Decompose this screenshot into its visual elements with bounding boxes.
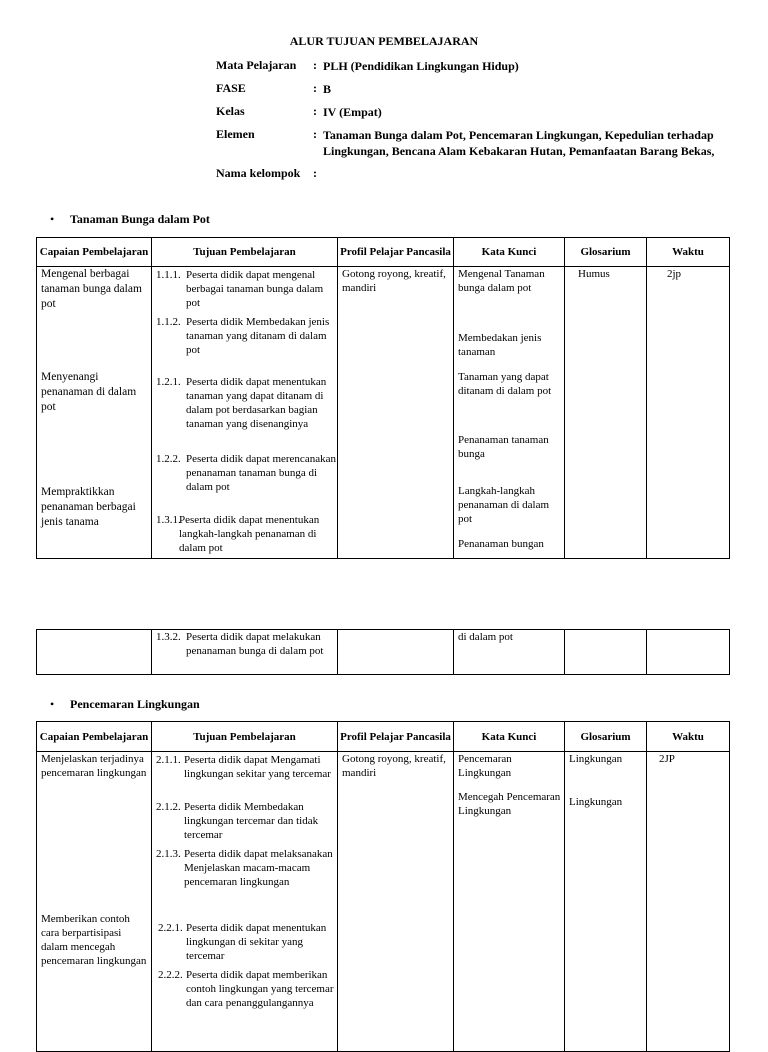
bullet-icon: • [50, 697, 55, 711]
kata-kunci-text: Pencemaran Lingkungan [458, 753, 512, 779]
header-profil: Profil Pelajar Pancasila [338, 722, 454, 752]
tujuan-text: Peserta didik dapat menentukan lingkungan di sekitar yang tercemar [186, 922, 327, 962]
tujuan-text: Peserta didik dapat Mengamati lingkungan sekitar yang tercemar [184, 754, 331, 780]
meta-label-mata-pelajaran: Mata Pelajaran [216, 58, 297, 72]
profil-cell [338, 267, 454, 559]
header-glosarium: Glosarium [565, 238, 647, 267]
header-kata-kunci: Kata Kunci [454, 722, 565, 752]
meta-value-elemen-line2: Lingkungan, Bencana Alam Kebakaran Hutan, Pemanfaatan Barang Bekas, [323, 144, 715, 158]
meta-colon: : [313, 58, 317, 72]
glosarium-cell [565, 267, 647, 559]
section-heading-pencemaran: Pencemaran Lingkungan [70, 697, 200, 711]
header-tujuan: Tujuan Pembelajaran [152, 238, 338, 267]
header-capaian: Capaian Pembelajaran [37, 722, 152, 752]
tujuan-text: Peserta didik dapat melakukan penanaman bunga di dalam pot [186, 631, 324, 657]
meta-colon: : [313, 166, 317, 180]
tujuan-text: Peserta didik dapat merencanakan penanaman tanaman bunga di dalam pot [186, 453, 336, 493]
glosarium-cell [565, 630, 647, 675]
glosarium-text: Lingkungan [569, 753, 623, 765]
table-pencemaran-lingkungan [36, 721, 730, 1052]
tujuan-text: Peserta didik dapat menentukan tanaman yang dapat ditanam di dalam pot berdasarkan bagian tanaman yang disenanginya [186, 376, 327, 430]
capaian-text: Menyenangi penanaman di dalam pot [41, 371, 137, 413]
kata-kunci-text: Langkah-langkah penanaman di dalam pot [458, 485, 550, 525]
capaian-text: Memberikan contoh cara berpartisipasi dalam mencegah pencemaran lingkungan [41, 913, 147, 967]
tujuan-cell [152, 752, 338, 1052]
meta-value-mata-pelajaran: PLH (Pendidikan Lingkungan Hidup) [323, 59, 519, 73]
header-waktu: Waktu [647, 722, 730, 752]
tujuan-text: Peserta didik Membedakan lingkungan tercemar dan tidak tercemar [184, 801, 319, 841]
tujuan-number: 1.3.2. [156, 631, 181, 643]
profil-cell [338, 630, 454, 675]
header-kata-kunci: Kata Kunci [454, 238, 565, 267]
profil-text: Gotong royong, kreatif, mandiri [342, 268, 446, 294]
tujuan-text: Peserta didik dapat menentukan langkah-langkah penanaman di dalam pot [179, 514, 320, 554]
table-tanaman-bunga-continued [36, 629, 730, 675]
kata-kunci-text: Mencegah Pencemaran Lingkungan [458, 791, 561, 817]
table-tanaman-bunga [36, 237, 730, 559]
glosarium-cell [565, 752, 647, 1052]
tujuan-number: 2.2.2. [158, 969, 183, 981]
tujuan-number: 1.1.1. [156, 269, 181, 281]
tujuan-number: 2.1.1. [156, 754, 181, 766]
capaian-text: Mempraktikkan penanaman berbagai jenis tanama [41, 486, 136, 528]
capaian-cell [37, 267, 152, 559]
profil-cell [338, 752, 454, 1052]
header-profil: Profil Pelajar Pancasila [338, 238, 454, 267]
kata-kunci-cell [454, 630, 565, 675]
document-title: ALUR TUJUAN PEMBELAJARAN [289, 34, 479, 48]
meta-label-kelas: Kelas [216, 104, 245, 118]
meta-label-elemen: Elemen [216, 127, 255, 141]
capaian-cell [37, 630, 152, 675]
profil-text: Gotong royong, kreatif, mandiri [342, 753, 446, 779]
tujuan-text: Peserta didik dapat melaksanakan Menjelaskan macam-macam pencemaran lingkungan [184, 848, 333, 888]
waktu-text: 2JP [659, 753, 675, 765]
kata-kunci-text: Mengenal Tanaman bunga dalam pot [458, 268, 545, 294]
tujuan-number: 1.1.2. [156, 316, 181, 328]
waktu-cell [647, 267, 730, 559]
tujuan-cell [152, 630, 338, 675]
header-tujuan: Tujuan Pembelajaran [152, 722, 338, 752]
tujuan-cell [152, 267, 338, 559]
bullet-icon: • [50, 212, 55, 226]
kata-kunci-cell [454, 267, 565, 559]
tujuan-number: 2.1.3. [156, 848, 181, 860]
tujuan-number: 1.2.2. [156, 453, 181, 465]
meta-label-fase: FASE [216, 81, 246, 95]
tujuan-number: 1.2.1. [156, 376, 181, 388]
tujuan-text: Peserta didik dapat mengenal berbagai tanaman bunga dalam pot [186, 269, 324, 309]
waktu-cell [647, 630, 730, 675]
kata-kunci-cell [454, 752, 565, 1052]
tujuan-number: 2.2.1. [158, 922, 183, 934]
tujuan-text: Peserta didik Membedakan jenis tanaman yang ditanam di dalam pot [186, 316, 330, 356]
meta-value-kelas: IV (Empat) [323, 105, 382, 119]
kata-kunci-text: Penanaman bungan [458, 538, 544, 550]
meta-colon: : [313, 127, 317, 141]
capaian-text: Menjelaskan terjadinya pencemaran lingkungan [41, 753, 147, 779]
header-waktu: Waktu [647, 238, 730, 267]
kata-kunci-text: Tanaman yang dapat ditanam di dalam pot [458, 371, 552, 397]
header-glosarium: Glosarium [565, 722, 647, 752]
kata-kunci-text: Penanaman tanaman bunga [458, 434, 549, 460]
section-heading-tanaman: Tanaman Bunga dalam Pot [70, 212, 210, 226]
waktu-text: 2jp [667, 268, 682, 280]
kata-kunci-text: Membedakan jenis tanaman [458, 332, 542, 358]
header-capaian: Capaian Pembelajaran [37, 238, 152, 267]
glosarium-text: Lingkungan [569, 796, 623, 808]
capaian-text: Mengenal berbagai tanaman bunga dalam pot [41, 268, 142, 310]
tujuan-number: 2.1.2. [156, 801, 181, 813]
meta-colon: : [313, 81, 317, 95]
kata-kunci-text: di dalam pot [458, 631, 513, 643]
meta-label-nama-kelompok: Nama kelompok [216, 166, 301, 180]
glosarium-text: Humus [578, 268, 610, 280]
meta-colon: : [313, 104, 317, 118]
tujuan-text: Peserta didik dapat memberikan contoh lingkungan yang tercemar dan cara penanggulangannya [186, 969, 334, 1009]
meta-value-elemen: Tanaman Bunga dalam Pot, Pencemaran Lingkungan, Kepedulian terhadap [323, 128, 714, 142]
capaian-cell [37, 752, 152, 1052]
tujuan-number: 1.3.1. [156, 514, 181, 526]
meta-value-fase: B [323, 82, 332, 96]
waktu-cell [647, 752, 730, 1052]
